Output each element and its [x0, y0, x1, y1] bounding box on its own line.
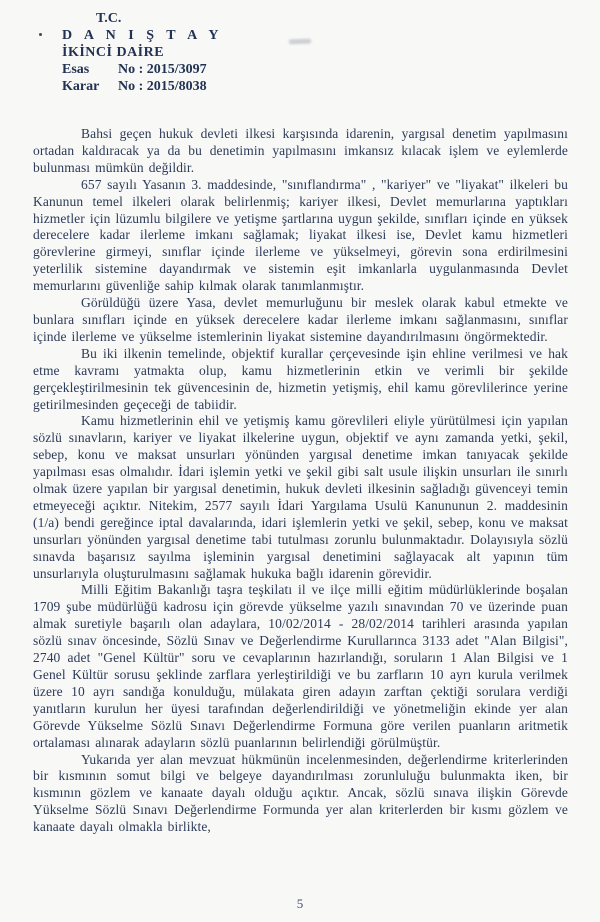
document-body [33, 126, 568, 836]
country-abbreviation: T.C. [96, 11, 122, 26]
esas-number: No : 2015/3097 [118, 62, 207, 77]
body-paragraph: Bu iki ilkenin temelinde, objektif kurallar çerçevesinde işin ehline verilmesi ve hak etme kavramı yatmakta olup, kamu hizmetlerinin etkin ve verimli bir şekilde gerçekleştirilmesinin tek güvencesinin de, hizmetin yetişmiş, ehil kamu görevlilerince yerine getirilmesinden geçeceği de tabiidir. [33, 345, 568, 412]
bullet-mark [39, 33, 42, 36]
karar-number: No : 2015/8038 [118, 79, 207, 94]
body-paragraph: 657 sayılı Yasanın 3. maddesinde, "sınıflandırma" , "kariyer" ve "liyakat" ilkeleri bu Kanunun temel ilkeleri olarak belirlenmiş; kariyer ilkesi, Devlet memurlarına yaptıkları hizmetler için lüzumlu bilgilere ve yetişme şartlarına uygun şekilde, sınıfları içinde en yüksek derecelere kadar ilerleme imkanı sağlamak; liyakat ilkesi ise, Devlet kamu hizmetleri görevlerine girmeyi, sınıflar içinde ilerleme ve yükselmeyi, görevin sona erdirilmesini yeterlilik sistemine dayandırmak ve sistemin eşit imkanlarla uygulanmasında Devlet memurlarını güvenliğe sahip kılmak olarak tanımlanmıştır. [33, 176, 568, 294]
scan-artifact [289, 39, 311, 45]
body-paragraph: Yukarıda yer alan mevzuat hükmünün incelenmesinden, değerlendirme kriterlerinden bir kısmının somut bilgi ve belgeye dayandırılması zorunluluğu bulunmakta iken, bir kısmının gözlem ve kanaate dayalı olduğu açıktır. Ancak, sözlü sınava ilişkin Görevde Yükselme Sözlü Sınavı Değerlendirme Formunda yer alan kriterlerden bir kısmı gözlem ve kanaate dayalı olmakla birlikte, [33, 751, 568, 835]
karar-label: Karar [62, 79, 100, 94]
body-paragraph: Milli Eğitim Bakanlığı taşra teşkilatı il ve ilçe milli eğitim müdürlüklerinde boşalan 1709 şube müdürlüğü kadrosu için görevde yükselme yazılı sınavından 70 ve üzerinde puan almak suretiyle başarılı olan adaylara, 10/02/2014 - 28/02/2014 tarihleri arasında yapılan sözlü sınav öncesinde, Sözlü Sınav ve Değerlendirme Kurullarınca 3133 adet "Alan Bilgisi", 2740 adet "Genel Kültür" soru ve cevaplarının hazırlandığı, soruların 1 Alan Bilgisi ve 1 Genel Kültür sorusu şeklinde zarflara yerleştirildiği ve bu zarfların 10 ayrı kurula verilmek üzere 10 ayrı sandığa konulduğu, mülakata giren adayın zarftan çektiği sorulara verdiği yanıtların kurulun her üyesi tarafından değerlendirildiği ve yönetmeliğin ekinde yer alan Görevde Yükselme Sözlü Sınavı Değerlendirme Formuna göre verilen puanların aritmetik ortalaması alınarak adayların sözlü puanlarının belirlendiği görülmüştür. [33, 582, 568, 750]
body-paragraph: Kamu hizmetlerinin ehil ve yetişmiş kamu görevlileri eliyle yürütülmesi için yapılan sözlü sınavların, kariyer ve liyakat ilkelerine uygun, objektif ve aynı zamanda yetki, şekil, sebep, konu ve maksat unsurları yönünden yargısal denetime imkan tanıyacak şekilde yapılması esas olmalıdır. İdari işlemin yetki ve şekil gibi salt usule ilişkin unsurları ile sınırlı olmak üzere yapılan bir yargısal denetimin, hukuk devleti ilkesinin sağladığı güvenceyi temin etmeyeceği açıktır. Nitekim, 2577 sayılı İdari Yargılama Usulü Kanununun 2. maddesinin (1/a) bendi gereğince iptal davalarında, idari işlemlerin yetki ve şekil, sebep, konu ve maksat unsurları yönünden yargısal denetime tabi tutulması zorunlu bulunmaktadır. Dolayısıyla sözlü sınavda başarısız sayılma işleminin yargısal denetimini sağlayacak alt yapının tüm unsurlarıyla oluşturulmasını sağlamak hukuka bağlı idarenin görevidir. [33, 413, 568, 581]
karar-number-row [62, 78, 223, 95]
esas-label: Esas [62, 62, 90, 77]
document-header [62, 10, 223, 95]
court-name: D A N I Ş T A Y [62, 28, 224, 43]
chamber-name: İKİNCİ DAİRE [62, 45, 165, 60]
page-number: 5 [296, 896, 304, 911]
body-paragraph: Bahsi geçen hukuk devleti ilkesi karşısında idarenin, yargısal denetim yapılmasını ortadan kaldıracak ya da bu denetimin yapılmasını imkansız kılacak işlem ve eylemlerde bulunması mümkün değildir. [33, 126, 568, 175]
body-paragraph: Görüldüğü üzere Yasa, devlet memurluğunu bir meslek olarak kabul etmekte ve bunlara sınıfları içinde en yüksek derecelere kadar ilerleme imkanı sağlanmasını, sınıflar içinde ilerleme ve yükselme istemlerinin liyakat sistemine dayandırılmasını öngörmektedir. [33, 295, 568, 344]
esas-number-row [62, 61, 223, 78]
